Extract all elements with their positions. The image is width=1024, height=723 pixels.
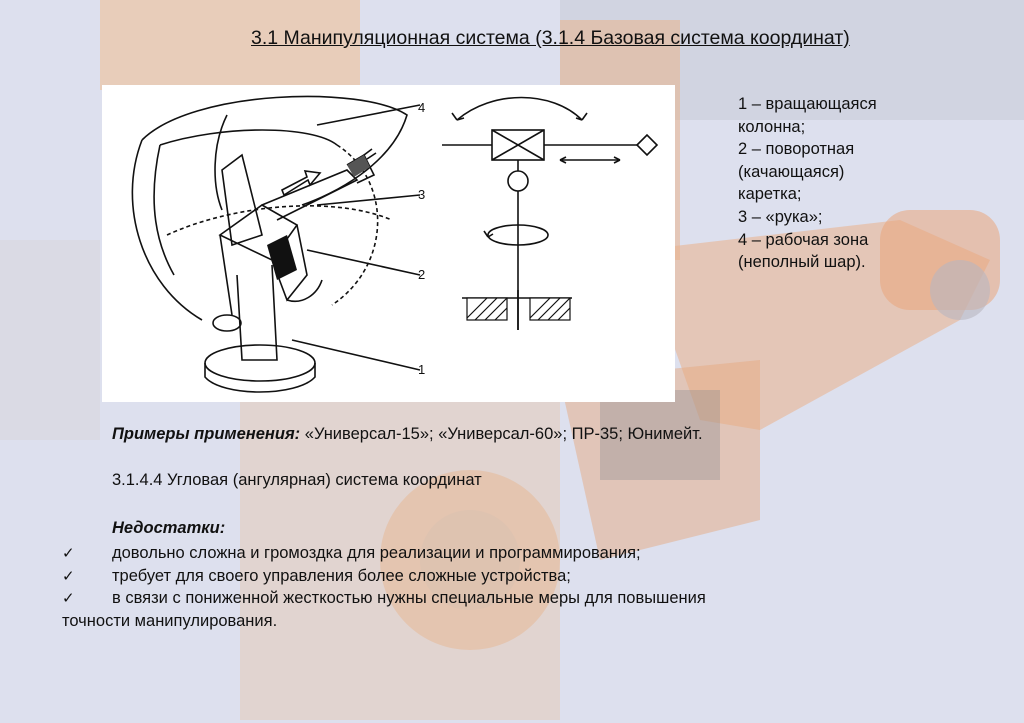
legend-line: 2 – поворотная bbox=[738, 140, 855, 159]
list-item-text: требует для своего управления более сложные устройства; bbox=[112, 566, 571, 585]
legend-line: каретка; bbox=[738, 185, 802, 204]
check-icon: ✓ bbox=[62, 566, 75, 585]
list-item-continuation: точности манипулирования. bbox=[62, 611, 278, 630]
legend-line: 1 – вращающаяся bbox=[738, 95, 877, 113]
callout-4: 4 bbox=[418, 100, 426, 115]
callout-1: 1 bbox=[418, 362, 426, 377]
list-item-text: в связи с пониженной жесткостью нужны специальные меры для повышения bbox=[112, 589, 706, 608]
disadvantages-heading: Недостатки: bbox=[112, 519, 226, 537]
legend-line: 3 – «рука»; bbox=[738, 207, 823, 226]
application-examples bbox=[112, 425, 703, 444]
check-icon: ✓ bbox=[62, 544, 75, 562]
slide-title: 3.1 Манипуляционная система (3.1.4 Базовая система координат) bbox=[251, 27, 850, 49]
list-item bbox=[62, 542, 962, 565]
examples-label: Примеры применения: bbox=[112, 425, 301, 443]
manipulator-diagram bbox=[102, 85, 675, 402]
list-item bbox=[62, 565, 962, 588]
legend-line: (неполный шар). bbox=[738, 253, 866, 272]
legend-line: колонна; bbox=[738, 117, 806, 136]
callout-2: 2 bbox=[418, 267, 426, 282]
examples-text: «Универсал-15»; «Универсал-60»; ПР-35; Юнимейт. bbox=[300, 425, 703, 443]
legend-line: (качающаяся) bbox=[738, 162, 845, 181]
check-icon: ✓ bbox=[62, 589, 75, 608]
list-item bbox=[62, 587, 962, 610]
subsection-heading: 3.1.4.4 Угловая (ангулярная) система координат bbox=[112, 471, 482, 489]
disadvantages-list bbox=[62, 542, 962, 632]
figure-legend bbox=[738, 93, 877, 274]
manipulator-figure bbox=[102, 85, 675, 402]
legend-line: 4 – рабочая зона bbox=[738, 230, 869, 249]
callout-3: 3 bbox=[418, 187, 426, 202]
list-item-text: довольно сложна и громоздка для реализации и программирования; bbox=[112, 544, 641, 562]
